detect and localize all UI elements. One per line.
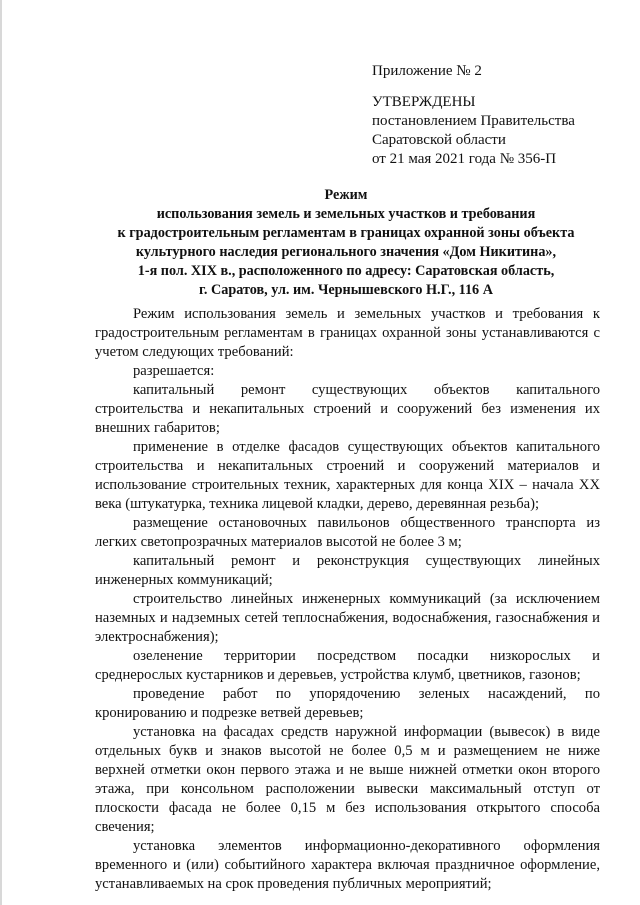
approval-block [372,93,632,169]
title-line: 1-я пол. XIX в., расположенного по адресу: Саратовская область, [137,263,555,279]
body-paragraph: строительство линейных инженерных коммуникаций (за исключением наземных и надземных сетей теплоснабжения, водоснабжения, газоснабжения и электроснабжения); [95,591,600,645]
body-paragraph: применение в отделке фасадов существующих объектов капитального строительства и некапитальных строений и сооружений материалов и использование строительных техник, характерных для конца XIX – начала XX века (штукатурка, техника лицевой кладки, дерево, деревянная резьба); [95,439,600,512]
body-paragraph: Режим использования земель и земельных участков и требования к градостроительным регламентам в границах охранной зоны устанавливаются с учетом следующих требований: [95,306,600,360]
body-paragraph: проведение работ по упорядочению зеленых насаждений, по кронированию и подрезке ветвей деревьев; [95,686,600,721]
document-title [92,186,600,300]
body-paragraph: разрешается: [133,363,215,379]
title-line: к градостроительным регламентам в границах охранной зоны объекта [117,225,575,241]
body-paragraph: озеленение территории посредством посадки низкорослых и среднерослых кустарников и деревьев, устройства клумб, цветников, газонов; [95,648,600,683]
approval-line: постановлением Правительства [372,113,575,129]
title-line: г. Саратов, ул. им. Чернышевского Н.Г., 116 А [199,282,493,298]
title-line: культурного наследия регионального значения «Дом Никитина», [135,244,557,260]
approval-date-line: от 21 мая 2021 года № 356-П [372,151,557,167]
title-line: Режим [324,187,368,203]
title-line: использования земель и земельных участков и требования [156,206,536,222]
approval-line: Саратовской области [372,132,506,148]
body-paragraph: капитальный ремонт и реконструкция существующих линейных инженерных коммуникаций; [95,553,600,588]
document-body [95,305,600,894]
body-paragraph: установка на фасадах средств наружной информации (вывесок) в виде отдельных букв и знаков высотой не более 0,5 м и размещением не ниже верхней отметки окон первого этажа и не выше нижней отметки окон второго этажа, при консольном расположении вывески максимальный отступ от плоскости фасада не более 0,15 м без использования открытого способа свечения; [95,724,600,835]
annex-number: Приложение № 2 [372,63,482,79]
body-paragraph: установка элементов информационно-декоративного оформления временного и (или) событийного характера включая праздничное оформление, устанавливаемых на срок проведения публичных мероприятий; [95,838,600,892]
approval-heading: УТВЕРЖДЕНЫ [372,94,476,110]
body-paragraph: размещение остановочных павильонов общественного транспорта из легких светопрозрачных материалов высотой не более 3 м; [95,515,600,550]
body-paragraph: капитальный ремонт существующих объектов капитального строительства и некапитальных строений и сооружений без изменения их внешних габаритов; [95,382,600,436]
